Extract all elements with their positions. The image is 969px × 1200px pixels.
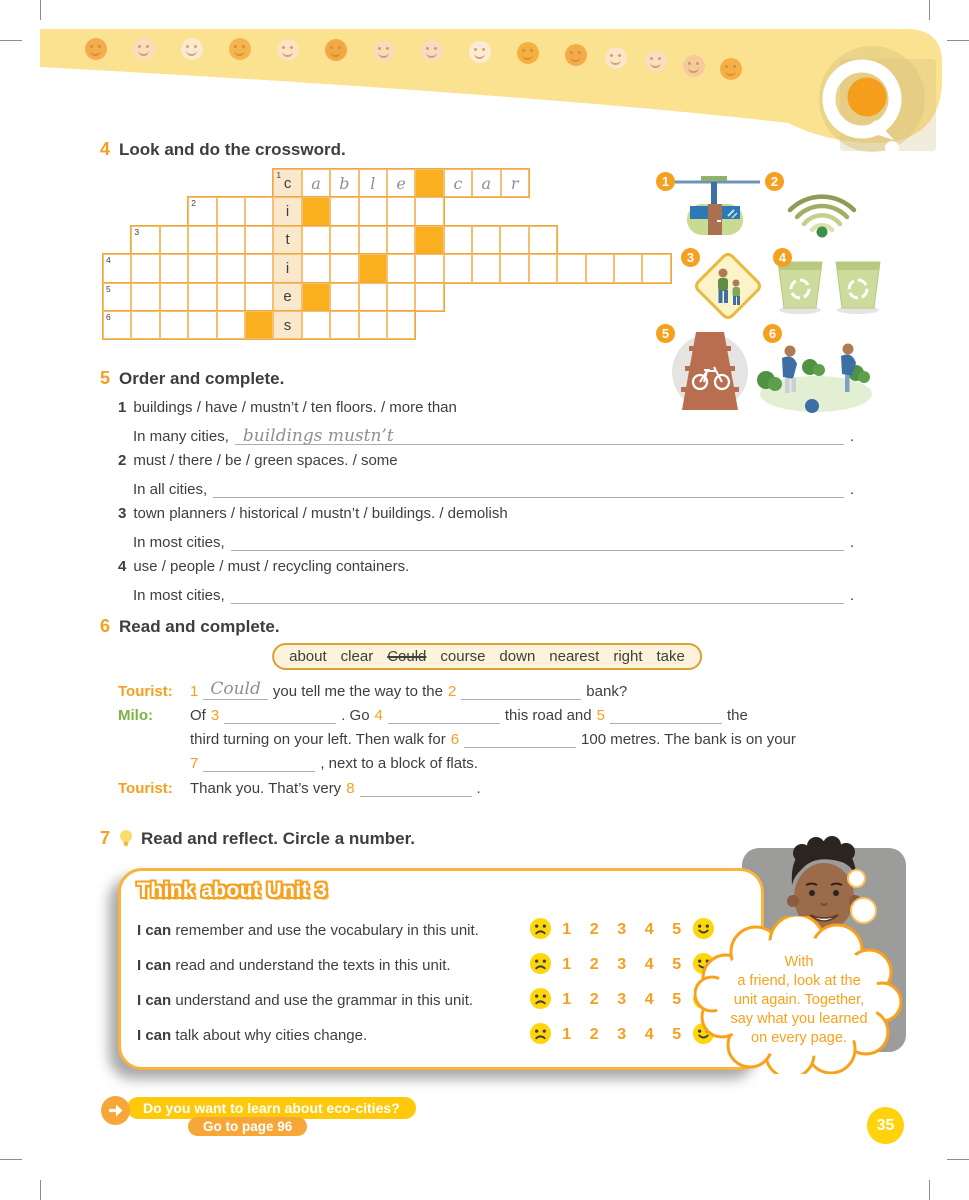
crossword-empty-cell[interactable]: [387, 197, 415, 225]
dialogue-content: [190, 755, 483, 772]
clue-number-badge: 5: [656, 324, 675, 343]
word-bank-word: down: [499, 648, 536, 665]
dialogue-text: . Go: [341, 707, 370, 724]
statement-text: I can understand and use the grammar in this unit.: [137, 991, 474, 1009]
rating-number[interactable]: 2: [589, 921, 599, 938]
rating-number[interactable]: 5: [672, 1026, 682, 1043]
crossword-key-letter-cell: [273, 226, 301, 254]
crossword-empty-cell[interactable]: [330, 197, 358, 225]
crossword-empty-cell[interactable]: [472, 226, 500, 254]
crossword-empty-cell[interactable]: [217, 311, 245, 339]
crossword-answer-letter-cell: [302, 169, 330, 197]
crossword-empty-cell[interactable]: [103, 254, 131, 282]
crossword-empty-cell[interactable]: [217, 197, 245, 225]
crossword-empty-cell[interactable]: [330, 226, 358, 254]
lightbulb-icon: [119, 829, 133, 848]
crossword-empty-cell[interactable]: [160, 311, 188, 339]
crossword-row: [102, 310, 416, 340]
dialogue-text: this road and: [504, 707, 592, 724]
blank-number: 3: [210, 707, 220, 724]
crossword-empty-cell[interactable]: [500, 226, 528, 254]
crossword-empty-cell[interactable]: [217, 226, 245, 254]
crossword-empty-cell[interactable]: [188, 311, 216, 339]
crossword-clue-number: 1: [276, 170, 282, 180]
clue-number-badge: 3: [681, 248, 700, 267]
smiley-face-icon: [517, 42, 539, 64]
crossword-letter: t: [285, 231, 290, 249]
word-bank-word: take: [656, 648, 685, 665]
handwritten-answer: buildings mustn’t: [242, 426, 394, 446]
answer-period: .: [849, 534, 854, 551]
crossword-empty-cell[interactable]: [302, 254, 330, 282]
dialogue-line: [118, 680, 850, 700]
item-number: 3: [118, 505, 127, 522]
bike-lane-icon: [664, 326, 754, 412]
handwritten-answer[interactable]: Could: [203, 680, 268, 700]
crossword-empty-cell[interactable]: [188, 254, 216, 282]
crossword-empty-cell[interactable]: [302, 311, 330, 339]
clue-number-badge: 2: [765, 172, 784, 191]
dialogue-text: you tell me the way to the: [272, 683, 443, 700]
crossword-empty-cell[interactable]: [359, 311, 387, 339]
crossword-clue-number: 2: [191, 198, 196, 209]
crossword-key-letter-cell: [273, 283, 301, 311]
smiley-face-icon: [85, 38, 107, 60]
crossword-empty-cell[interactable]: [415, 283, 443, 311]
crop-mark: [40, 0, 41, 20]
crop-mark: [0, 1159, 22, 1160]
exercise-7-title: Read and reflect. Circle a number.: [141, 828, 415, 848]
dialogue-text: Thank you. That’s very: [190, 780, 342, 797]
fill-in-blank[interactable]: [464, 744, 576, 748]
crossword-empty-cell[interactable]: [330, 254, 358, 282]
fill-in-blank[interactable]: [224, 720, 336, 724]
rating-scale: [529, 952, 715, 978]
rating-number[interactable]: 1: [562, 956, 572, 973]
crossword-empty-cell[interactable]: [188, 197, 216, 225]
exercise-6-title: Read and complete.: [119, 616, 280, 636]
clue-number-badge: 6: [763, 324, 782, 343]
rating-number[interactable]: 1: [562, 1026, 572, 1043]
dialogue-content: [190, 680, 632, 700]
crossword-empty-cell[interactable]: [529, 226, 557, 254]
crossword-empty-cell[interactable]: [415, 197, 443, 225]
crossword-letter: a: [481, 173, 492, 193]
rating-number[interactable]: 2: [589, 1026, 599, 1043]
smiley-face-icon: [605, 47, 627, 69]
crossword-empty-cell[interactable]: [103, 283, 131, 311]
crossword-answer-letter-cell: [444, 169, 472, 197]
crop-mark: [947, 40, 969, 41]
crossword-row: [130, 225, 558, 255]
crossword-letter: c: [453, 173, 463, 193]
exercise-6-heading: [100, 616, 280, 637]
item-prompt: [118, 452, 854, 469]
word-bank-word: nearest: [549, 648, 600, 665]
crossword-letter: c: [283, 174, 292, 192]
crossword-space-cell: [302, 197, 330, 225]
fill-in-blank[interactable]: [610, 720, 722, 724]
crossword-empty-cell[interactable]: [387, 254, 415, 282]
answer-period: .: [849, 587, 854, 604]
exercise-5-number: 5: [100, 368, 111, 388]
crossword-empty-cell[interactable]: [245, 254, 273, 282]
exercise-4-title: Look and do the crossword.: [119, 139, 346, 159]
item-prompt-text: town planners / historical / mustn’t / buildings. / demolish: [133, 505, 508, 522]
think-box-title: Think about Unit 3: [137, 879, 328, 902]
crossword-letter: i: [285, 259, 290, 277]
crossword-letter: r: [510, 173, 519, 193]
speaker-label: Milo:: [118, 707, 153, 724]
dialogue-text: third turning on your left. Then walk for: [190, 731, 446, 748]
crossword-key-letter-cell: [273, 169, 301, 197]
item-prompt-text: must / there / be / green spaces. / some: [133, 452, 398, 469]
rating-number[interactable]: 4: [644, 956, 654, 973]
word-bank-word: Could: [387, 648, 427, 665]
smiley-face-icon: [277, 39, 299, 61]
dialogue-content: [190, 731, 801, 748]
fill-in-blank[interactable]: [203, 768, 315, 772]
crossword-space-cell: [415, 169, 443, 197]
crossword-empty-cell[interactable]: [160, 226, 188, 254]
sad-face-icon: [529, 1022, 552, 1049]
footer-question-pill: Do you want to learn about eco-cities?: [127, 1097, 416, 1119]
page-number-badge: 35: [867, 1107, 904, 1144]
crossword-empty-cell[interactable]: [245, 283, 273, 311]
unit-badge: [790, 40, 950, 170]
crossword-empty-cell[interactable]: [131, 283, 159, 311]
rating-number[interactable]: 3: [617, 991, 627, 1008]
exercise-7-number: 7: [100, 828, 111, 848]
sad-face-icon: [529, 917, 552, 944]
answer-stem: In most cities,: [133, 587, 225, 604]
statement-text: I can talk about why cities change.: [137, 1026, 368, 1044]
smiley-face-icon: [181, 38, 203, 60]
crossword-letter: a: [311, 173, 321, 193]
exercise-7-heading: [100, 828, 415, 849]
crossword-empty-cell[interactable]: [330, 283, 358, 311]
dialogue-content: [190, 707, 753, 724]
crossword-empty-cell[interactable]: [188, 226, 216, 254]
crossword-clue-number: 5: [106, 283, 111, 294]
footer-go-to-page-pill: Go to page 96: [188, 1117, 307, 1136]
word-bank-word: course: [440, 648, 486, 665]
crossword-answer-letter-cell: [387, 169, 415, 197]
item-answer-line: [118, 530, 854, 551]
crossword-letter: i: [285, 203, 290, 221]
crossword-space-cell: [415, 226, 443, 254]
crossword-empty-cell[interactable]: [387, 311, 415, 339]
crossword-empty-cell[interactable]: [586, 254, 614, 282]
smiley-face-icon: [565, 44, 587, 66]
think-about-unit-box: [118, 868, 764, 1070]
crossword-empty-cell[interactable]: [217, 254, 245, 282]
rating-scale: [529, 917, 715, 943]
crossword-empty-cell[interactable]: [131, 226, 159, 254]
rating-number[interactable]: 1: [562, 991, 572, 1008]
crossword-letter: s: [283, 316, 292, 334]
crossword-empty-cell[interactable]: [131, 311, 159, 339]
crossword-empty-cell[interactable]: [387, 283, 415, 311]
crossword-empty-cell[interactable]: [245, 197, 273, 225]
exercise-5-heading: [100, 368, 284, 389]
answer-period: .: [849, 428, 854, 445]
speaker-label: Tourist:: [118, 683, 173, 700]
recycling-bins-icon: [772, 258, 888, 316]
crossword-empty-cell[interactable]: [557, 254, 585, 282]
crossword-key-letter-cell: [273, 197, 301, 225]
speaker-label: Tourist:: [118, 780, 173, 797]
park-icon: [752, 336, 880, 416]
crossword-row: [187, 196, 445, 226]
dialogue-text: Of: [190, 707, 206, 724]
crossword-letter: b: [339, 173, 350, 193]
dialogue-line: [118, 731, 850, 748]
crossword-clue-number: 4: [106, 255, 111, 266]
thought-bubble-text: With a friend, look at the unit again. Together, say what you learned on every page.: [730, 954, 868, 1046]
blank-number: 1: [190, 683, 199, 700]
smiley-face-icon: [683, 55, 705, 77]
smiley-face-icon: [325, 39, 347, 61]
crop-mark: [947, 1159, 969, 1160]
crossword-empty-cell[interactable]: [330, 311, 358, 339]
rating-number[interactable]: 5: [672, 991, 682, 1008]
fill-in-blank[interactable]: [388, 720, 500, 724]
answer-stem: In most cities,: [133, 534, 225, 551]
crossword-empty-cell[interactable]: [160, 283, 188, 311]
i-can-statement-row: [137, 1022, 747, 1048]
i-can-statement-row: [137, 952, 747, 978]
sad-face-icon: [529, 987, 552, 1014]
arrow-icon: [101, 1096, 130, 1125]
smiley-face-icon: [133, 38, 155, 60]
crossword-row: [102, 253, 672, 283]
crossword-empty-cell[interactable]: [359, 283, 387, 311]
wifi-icon: [782, 176, 862, 238]
crossword-empty-cell[interactable]: [359, 226, 387, 254]
smiley-face-icon: [469, 41, 491, 63]
statement-text: I can read and understand the texts in this unit.: [137, 956, 451, 974]
crossword-answer-letter-cell: [472, 169, 500, 197]
rating-number[interactable]: 1: [562, 921, 572, 938]
crossword-empty-cell[interactable]: [217, 283, 245, 311]
crossword-clue-number: 6: [106, 312, 111, 322]
crossword-clue-number: 3: [134, 226, 140, 237]
crop-mark: [929, 1180, 930, 1200]
crossword-key-letter-cell: [273, 311, 301, 339]
dialogue-text: , next to a block of flats.: [320, 755, 478, 772]
order-and-complete-item: [118, 505, 854, 551]
blank-number: 7: [190, 755, 199, 772]
sad-face-icon: [529, 952, 552, 979]
fill-in-blank[interactable]: [461, 696, 581, 700]
crossword-empty-cell[interactable]: [444, 254, 472, 282]
crossword-empty-cell[interactable]: [160, 254, 188, 282]
item-number: 4: [118, 558, 127, 575]
answer-stem: In all cities,: [133, 481, 208, 498]
order-and-complete-item: [118, 558, 854, 604]
rating-number[interactable]: 4: [644, 1026, 654, 1043]
exercise-6-number: 6: [100, 616, 111, 636]
crossword-letter: e: [283, 288, 292, 306]
i-can-statement-row: [137, 917, 747, 943]
dialogue-line: [118, 755, 850, 772]
rating-number[interactable]: 3: [617, 1026, 627, 1043]
smiley-face-icon: [645, 50, 667, 72]
crossword-answer-letter-cell: [359, 169, 387, 197]
crop-mark: [40, 1180, 41, 1200]
crop-mark: [0, 40, 22, 41]
crop-mark: [929, 0, 930, 20]
dialogue-text: bank?: [586, 683, 628, 700]
rating-scale: [529, 1022, 715, 1048]
item-answer-line: [118, 583, 854, 604]
crossword-letter: e: [396, 173, 406, 193]
item-prompt: [118, 505, 854, 522]
crossword-empty-cell[interactable]: [188, 283, 216, 311]
rating-scale: [529, 987, 715, 1013]
thought-bubble-dot: [847, 869, 866, 888]
smiley-face-icon: [373, 40, 395, 62]
crossword-empty-cell[interactable]: [103, 311, 131, 339]
rating-number[interactable]: 3: [617, 921, 627, 938]
rating-number[interactable]: 2: [589, 956, 599, 973]
crossword-row: [102, 282, 445, 312]
crossword-space-cell: [245, 311, 273, 339]
blank-number: 8: [346, 780, 355, 797]
rating-number[interactable]: 2: [589, 991, 599, 1008]
crossword-empty-cell[interactable]: [472, 254, 500, 282]
clue-number-badge: 1: [656, 172, 675, 191]
item-answer-line: [118, 477, 854, 498]
item-prompt-text: use / people / must / recycling containers.: [133, 558, 410, 575]
dialogue-content: [190, 780, 486, 797]
crossword-empty-cell[interactable]: [359, 197, 387, 225]
blank-number: 5: [596, 707, 605, 724]
dialogue-text: 100 metres. The bank is on your: [581, 731, 796, 748]
clue-number-badge: 4: [773, 248, 792, 267]
rating-number[interactable]: 5: [672, 956, 682, 973]
crossword-empty-cell[interactable]: [642, 254, 670, 282]
exercise-4-number: 4: [100, 139, 111, 159]
rating-number[interactable]: 5: [672, 921, 682, 938]
exercise-5-title: Order and complete.: [119, 368, 285, 388]
crossword-key-letter-cell: [273, 254, 301, 282]
item-prompt: [118, 558, 854, 575]
answer-period: .: [849, 481, 854, 498]
crossword-empty-cell[interactable]: [529, 254, 557, 282]
crossword-letter: l: [370, 173, 376, 193]
crossword-answer-letter-cell: [330, 169, 358, 197]
smiley-face-icon: [720, 58, 742, 80]
i-can-statement-row: [137, 987, 747, 1013]
order-and-complete-item: [118, 452, 854, 498]
dialogue-text: .: [476, 780, 481, 797]
dialogue-line: [118, 707, 850, 724]
crossword-empty-cell[interactable]: [614, 254, 642, 282]
dialogue-text: the: [726, 707, 748, 724]
pedestrian-sign-icon: [688, 246, 768, 326]
crossword-answer-letter-cell: [501, 169, 529, 197]
crossword-space-cell: [359, 254, 387, 282]
word-bank-word: about: [289, 648, 327, 665]
crossword-empty-cell[interactable]: [500, 254, 528, 282]
rating-number[interactable]: 4: [644, 921, 654, 938]
answer-blank[interactable]: [231, 532, 844, 551]
rating-number[interactable]: 3: [617, 956, 627, 973]
crossword-empty-cell[interactable]: [415, 254, 443, 282]
crossword-space-cell: [302, 283, 330, 311]
crossword-empty-cell[interactable]: [245, 226, 273, 254]
rating-number[interactable]: 4: [644, 991, 654, 1008]
smiley-face-icon: [421, 40, 443, 62]
word-bank-word: right: [613, 648, 643, 665]
answer-blank[interactable]: [235, 426, 844, 445]
dialogue-line: [118, 780, 850, 797]
answer-stem: In many cities,: [133, 428, 229, 445]
crossword-row: [272, 168, 530, 198]
item-prompt-text: buildings / have / mustn’t / ten floors. / more than: [133, 399, 457, 416]
crossword-empty-cell[interactable]: [131, 254, 159, 282]
crossword-empty-cell[interactable]: [387, 226, 415, 254]
answer-blank[interactable]: [213, 479, 844, 498]
answer-blank[interactable]: [231, 585, 844, 604]
statement-text: I can remember and use the vocabulary in this unit.: [137, 921, 479, 939]
item-number: 1: [118, 399, 127, 416]
item-number: 2: [118, 452, 127, 469]
word-bank: [272, 643, 702, 670]
word-bank-word: clear: [340, 648, 374, 665]
blank-number: 6: [450, 731, 460, 748]
blank-number: 2: [447, 683, 457, 700]
item-answer-line: [118, 424, 854, 445]
fill-in-blank[interactable]: [360, 793, 472, 797]
crossword-empty-cell[interactable]: [444, 226, 472, 254]
crossword-empty-cell[interactable]: [302, 226, 330, 254]
blank-number: 4: [374, 707, 383, 724]
cable-car-icon: [668, 168, 760, 244]
smiley-face-icon: [229, 38, 251, 60]
